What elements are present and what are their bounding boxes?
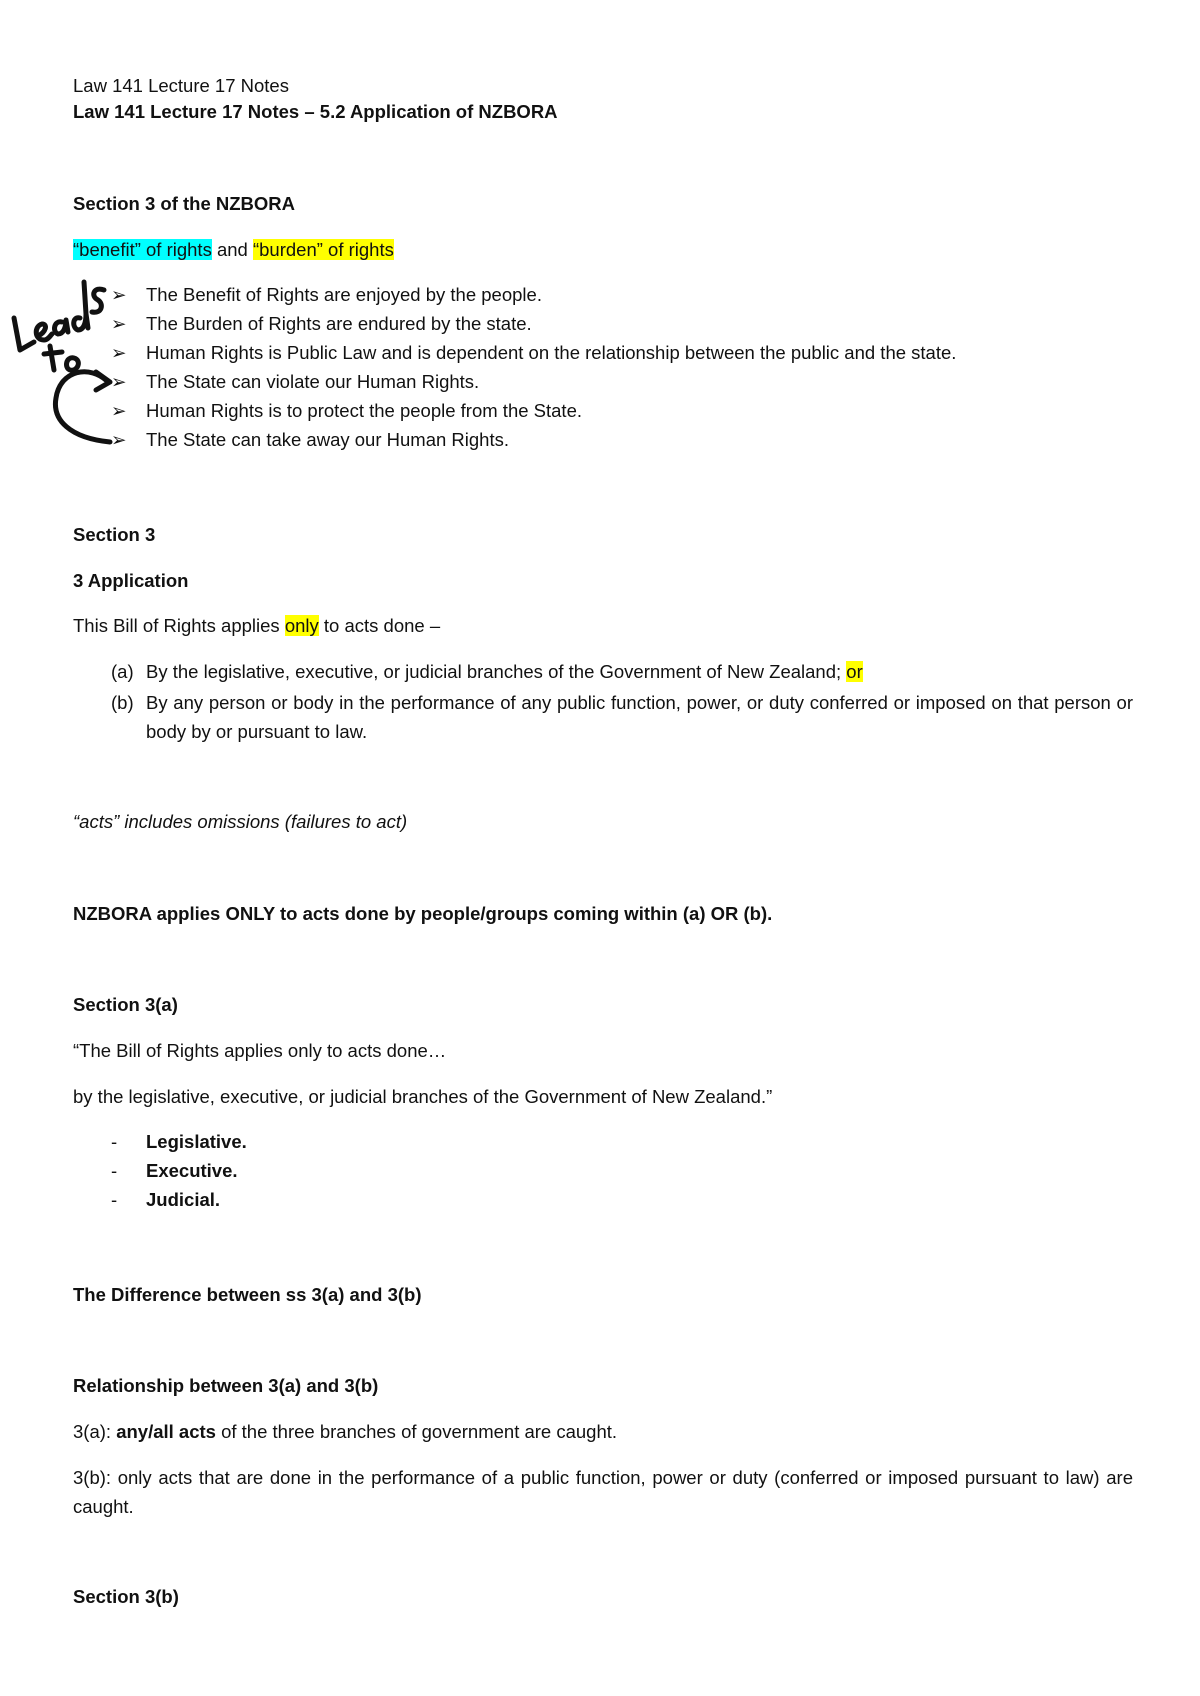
and-word: and — [211, 239, 253, 260]
section-heading-3a: Section 3(a) — [73, 994, 178, 1015]
arrow-bullet-icon: ➢ — [111, 342, 127, 363]
or-highlight: or — [846, 661, 863, 682]
benefit-burden-line — [73, 238, 394, 262]
burden-highlight: “burden” of rights — [252, 239, 394, 260]
list-item: ➢ The Benefit of Rights are enjoyed by the people. — [111, 284, 542, 305]
arrow-bullet-icon: ➢ — [111, 371, 127, 392]
section-heading-nzbora: Section 3 of the NZBORA — [73, 193, 296, 214]
section-heading-section3: Section 3 — [73, 524, 156, 545]
quote-line-2: by the legislative, executive, or judicial branches of the Government of New Zealand.” — [73, 1086, 773, 1107]
acts-note: “acts” includes omissions (failures to act) — [73, 811, 408, 832]
relationship-3a-line: 3(a): any/all acts of the three branches of government are caught. — [73, 1421, 618, 1442]
running-header: Law 141 Lecture 17 Notes — [73, 75, 289, 96]
arrow-bullet-icon: ➢ — [111, 400, 127, 421]
dash-bullet: - — [111, 1131, 118, 1152]
application-intro: This Bill of Rights applies only to acts done – — [73, 615, 441, 636]
only-highlight: only — [284, 615, 319, 636]
subheading-application: 3 Application — [73, 570, 189, 591]
list-item: ➢ The State can violate our Human Rights. — [111, 371, 480, 392]
list-item-b: (b) By any person or body in the performance of any public function, power, or duty conferred or imposed on that person or body by or pursuant to law. — [111, 692, 1133, 742]
dash-bullet: - — [111, 1189, 118, 1210]
list-item: - Executive. — [111, 1160, 238, 1181]
list-item: ➢ The Burden of Rights are endured by the state. — [111, 313, 532, 334]
quote-line-1: “The Bill of Rights applies only to acts done… — [73, 1040, 447, 1061]
list-item: - Legislative. — [111, 1131, 247, 1152]
dash-bullet: - — [111, 1160, 118, 1181]
arrow-bullet-icon: ➢ — [111, 429, 127, 450]
applies-only-statement: NZBORA applies ONLY to acts done by people/groups coming within (a) OR (b). — [73, 903, 773, 924]
handwritten-leads-to-annotation — [0, 260, 130, 460]
list-item: ➢ Human Rights is Public Law and is dependent on the relationship between the public and the state. — [111, 342, 957, 363]
list-item: - Judicial. — [111, 1189, 221, 1210]
list-item: ➢ Human Rights is to protect the people from the State. — [111, 400, 583, 421]
relationship-heading: Relationship between 3(a) and 3(b) — [73, 1375, 379, 1396]
list-item-a: (a) By the legislative, executive, or judicial branches of the Government of New Zealand; or — [111, 661, 863, 682]
relationship-3b-line: 3(b): only acts that are done in the performance of a public function, power or duty (conferred or imposed pursuant to law) are caught. — [73, 1467, 1133, 1517]
arrow-bullet-icon: ➢ — [111, 313, 127, 334]
benefit-highlight: “benefit” of rights — [73, 239, 212, 260]
arrow-bullet-icon: ➢ — [111, 284, 127, 305]
document-title: Law 141 Lecture 17 Notes – 5.2 Application of NZBORA — [73, 101, 558, 122]
list-item: ➢ The State can take away our Human Rights. — [111, 429, 509, 450]
section-heading-3b: Section 3(b) — [73, 1586, 179, 1607]
difference-heading: The Difference between ss 3(a) and 3(b) — [73, 1284, 422, 1305]
